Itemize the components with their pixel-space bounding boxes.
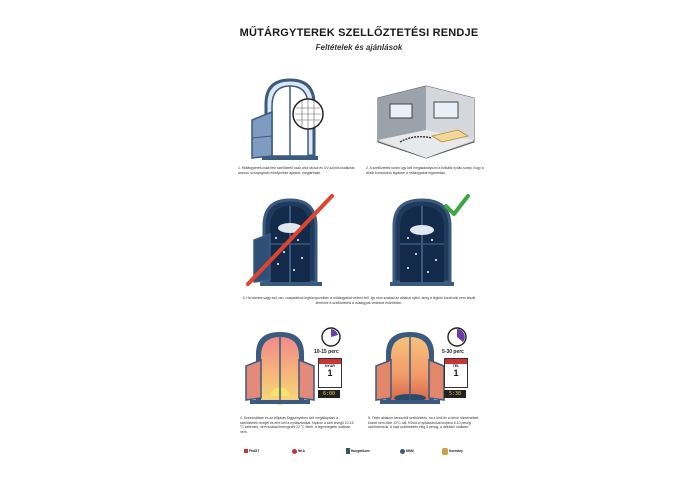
poster (228, 14, 490, 484)
logo-3: Hungarikum (346, 446, 370, 456)
page-title: MŰTÁRGYTEREK SZELLŐZTETÉSI RENDJE (239, 27, 479, 39)
panel-5-clock: 6:00 (318, 390, 340, 398)
panel-5-calendar-month: NYÁR (325, 364, 335, 368)
stopwatch-icon (320, 326, 342, 348)
stopwatch-icon (446, 326, 468, 348)
morning-window-icon (240, 326, 320, 406)
panel-6-clock: 5:30 (444, 390, 466, 398)
page-subtitle: Feltételek és ajánlások (315, 43, 403, 52)
panel-5-time: 10-15 perc (314, 349, 339, 355)
window-crossed-out-icon (240, 192, 336, 290)
panel-6-time: 5-30 perc (442, 349, 464, 355)
panel-6-calendar-month: TÉL (452, 364, 460, 368)
logo-4: MNM (400, 446, 414, 456)
panel-2-caption: 2. A szellőztetés során ügy kell megakadályozni a fizikális nyílás során, hogy a lehűlt konvekciós légáram a műtárgyakat légáramlás. (366, 166, 484, 175)
panel-3-caption: 3. Ha hóesés vagy eső van, csapadékos légkörnyezetben a műtárgyakat védeni kell, így nem szabad az ablakot nyitni, amíg a légköri kondíciók nem teszik lehetővé a szellőztetést a műtárgyak védelme érdekében. (242, 296, 476, 305)
window-approved-icon (376, 192, 472, 290)
panel-5-caption: 5. Télen ablakon keresztüli szellőztetés, ha a kinti és a belső hőmérséklet között nem több 10°C-nál. Rövid a nyílászárókat kinyitva 5-10 percig szellőztessük. A napi szellőztetés elég 5 percig, a délutáni órákban. (368, 416, 479, 430)
panel-5-calendar (318, 358, 342, 388)
panel-1-caption: 1. Műtárgyterek csak fém szellőztető csak ahol rácsot és UV-szűrős kialakítás áramot, szúnyogháló elhelyezése ajánlott, megtartható. (238, 166, 355, 175)
logo-5: Kormány (442, 446, 463, 456)
panel-6-calendar (444, 358, 468, 388)
panel-6-calendar-day: 1 (453, 368, 459, 378)
panel-5-calendar-day: 1 (327, 368, 333, 378)
logo-1: PtoDIT (244, 446, 259, 456)
open-window-with-mesh-icon (242, 72, 332, 162)
panel-4-caption: 4. Szezonálisan és az időjárás függvényében kell megállapítani a szellőztetés rendjét és erre kell a nyílászárókat. Nyáron a kinti levegő 10-15 °C kellemes, nem szabad beengedni 22 °C felett, a legmelegebb órákban nem. (240, 416, 354, 434)
room-with-ventilation-icon (370, 82, 482, 162)
logo-strip (228, 444, 490, 458)
evening-window-icon (370, 326, 450, 406)
logo-2: NKA (292, 446, 305, 456)
